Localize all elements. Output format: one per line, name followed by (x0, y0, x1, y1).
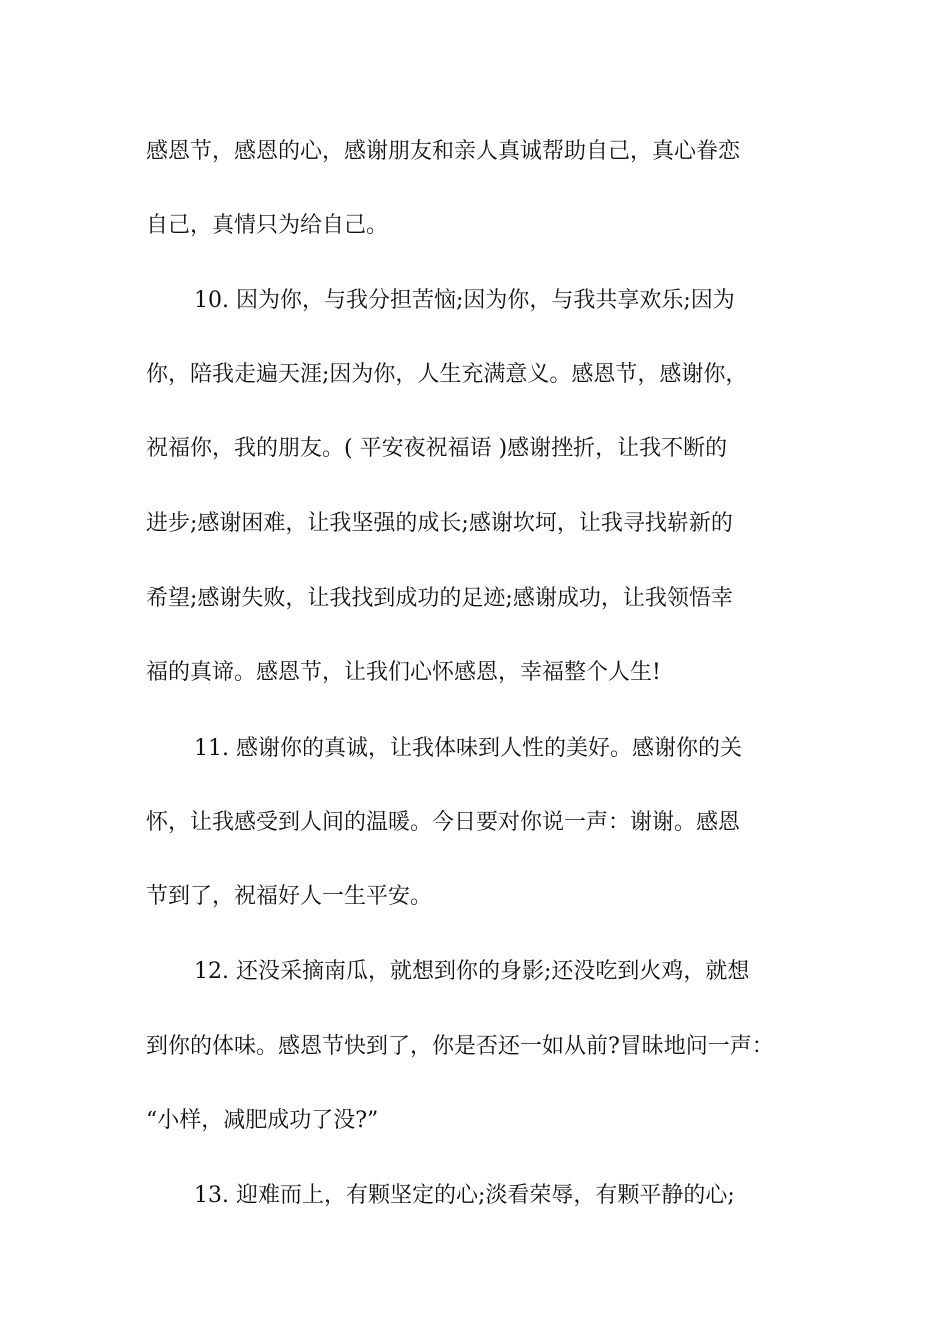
paragraph-10-line-4: 进步;感谢困难，让我坚强的成长;感谢坎坷，让我寻找崭新的 (146, 511, 733, 536)
text-line-2: 自己，真情只为给自己。 (146, 213, 389, 238)
paragraph-12-line-3: “小样，减肥成功了没?” (146, 1108, 379, 1133)
paragraph-10-line-3: 祝福你，我的朋友。( 平安夜祝福语 )感谢挫折，让我不断的 (146, 436, 728, 461)
paragraph-10-line-6: 福的真谛。感恩节，让我们心怀感恩，幸福整个人生! (146, 660, 661, 685)
paragraph-12-line-2: 到你的体味。感恩节快到了，你是否还一如从前?冒昧地问一声： (146, 1034, 774, 1059)
paragraph-11-line-3: 节到了，祝福好人一生平安。 (146, 884, 433, 909)
paragraph-12-line-1: 12. 还没采摘南瓜，就想到你的身影;还没吃到火鸡，就想 (194, 959, 750, 984)
paragraph-11-line-1: 11. 感谢你的真诚，让我体味到人性的美好。感谢你的关 (194, 736, 742, 761)
paragraph-10-line-2: 你，陪我走遍天涯;因为你，人生充满意义。感恩节，感谢你， (146, 362, 748, 387)
text-line-1: 感恩节，感恩的心，感谢朋友和亲人真诚帮助自己，真心眷恋 (146, 139, 741, 164)
paragraph-11-line-2: 怀，让我感受到人间的温暖。今日要对你说一声：谢谢。感恩 (146, 810, 741, 835)
paragraph-10-line-1: 10. 因为你，与我分担苦恼;因为你，与我共享欢乐;因为 (194, 288, 735, 313)
paragraph-13-line-1: 13. 迎难而上，有颗坚定的心;淡看荣辱，有颗平静的心; (194, 1183, 735, 1208)
paragraph-10-line-5: 希望;感谢失败，让我找到成功的足迹;感谢成功，让我领悟幸 (146, 586, 733, 611)
